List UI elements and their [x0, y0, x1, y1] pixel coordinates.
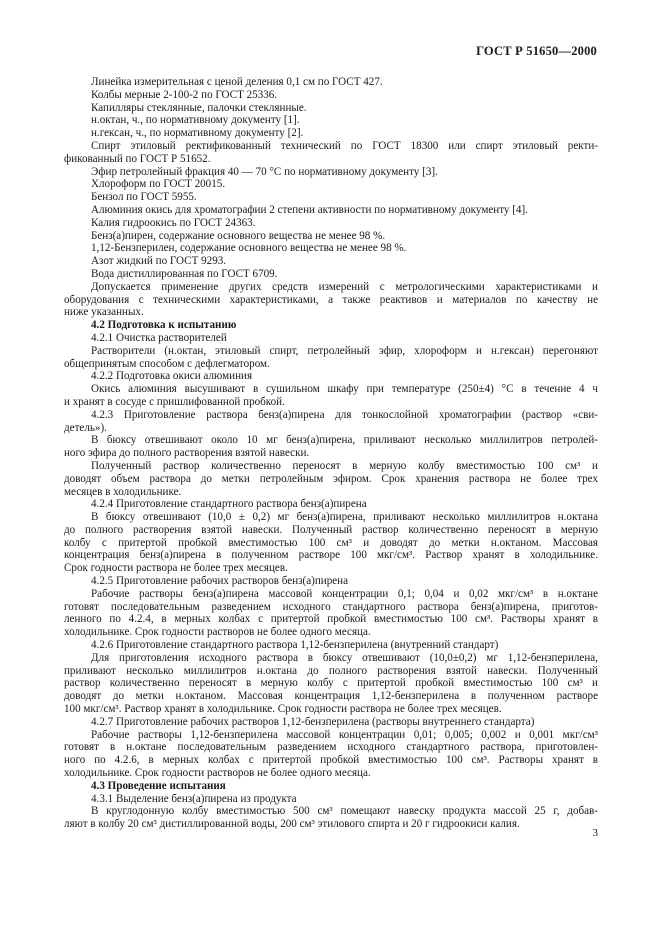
- text-line: оборудования с техническими характеристиками, а также реактивов и материалов по качеству не: [64, 293, 598, 306]
- page-number: 3: [592, 827, 598, 839]
- text-line: 4.2.1 Очистка растворителей: [91, 331, 227, 344]
- text-line: н.октан, ч., по нормативному документу [1].: [91, 114, 300, 127]
- text-line: детель»).: [64, 421, 107, 434]
- text-line: холодильнике. Срок годности растворов не более одного месяца.: [64, 626, 371, 639]
- text-line: Растворители (н.октан, этиловый спирт, петролейный эфир, хлороформ и н.гексан) перегоняют: [91, 344, 598, 357]
- text-line: ниже указанных.: [64, 306, 144, 319]
- text-line: 4.2.7 Приготовление рабочих растворов 1,12-бензперилена (растворы внутреннего стандарта): [91, 715, 535, 728]
- text-line: 4.2.2 Подготовка окиси алюминия: [91, 370, 253, 383]
- text-line: Полученный раствор количественно переносят в мерную колбу вместимостью 100 см³ и: [91, 459, 598, 472]
- text-line: 1,12-Бензперилен, содержание основного вещества не менее 98 %.: [91, 242, 407, 255]
- text-line: ного эфира до полного растворения взятой навески.: [64, 447, 310, 460]
- text-line: 4.2 Подготовка к испытанию: [91, 319, 237, 332]
- text-line: Линейка измерительная с ценой деления 0,1 см по ГОСТ 427.: [91, 76, 383, 88]
- text-line: ного по 4.2.6, в мерных колбах с притертой пробкой вместимостью 100 см³. Растворы хранят в: [64, 754, 598, 767]
- text-line: готовят последовательным разведением исходного стандартного раствора бенз(а)пирена, приготов-: [64, 600, 598, 613]
- text-line: готовят в н.октане последовательным разведением исходного стандартного раствора, приготовлен-: [64, 741, 598, 754]
- text-line: ленного по 4.2.4, в мерных колбах с притертой пробкой вместимостью 100 см³. Растворы хранят в: [64, 613, 598, 626]
- text-line: и хранят в сосуде с пришлифованной пробкой.: [64, 395, 285, 408]
- text-line: раствор количественно переносят в мерную колбу с притертой пробкой вместимостью 100 см³ и: [64, 677, 598, 690]
- document-body: [64, 76, 598, 831]
- text-line: колбу с притертой пробкой вместимостью 100 см³ и доводят до метки н.октаном. Массовая: [64, 536, 598, 549]
- text-line: 4.3.1 Выделение бенз(а)пирена из продукта: [91, 792, 297, 805]
- text-line: холодильнике. Срок годности растворов не более одного месяца.: [64, 767, 371, 780]
- text-line: Хлороформ по ГОСТ 20015.: [91, 178, 226, 191]
- text-line: н.гексан, ч., по нормативному документу [2].: [91, 127, 304, 140]
- text-line: до полного растворения взятой навески. Полученный раствор количественно переносят в мерную: [64, 523, 598, 536]
- text-line: Алюминия окись для хроматографии 2 степени активности по нормативному документу [4].: [91, 203, 528, 216]
- text-line: фикованный по ГОСТ Р 51652.: [64, 152, 211, 165]
- text-line: Эфир петролейный фракция 40 — 70 °С по нормативному документу [3].: [91, 165, 438, 178]
- text-line: Калия гидроокись по ГОСТ 24363.: [91, 216, 256, 229]
- text-line: общепринятым способом с дефлегматором.: [64, 357, 270, 370]
- text-line: доводят объем раствора до метки петролейным эфиром. Срок хранения раствора не более трех: [64, 472, 598, 485]
- text-line: ляют в колбу 20 см³ дистиллированной воды, 200 см³ этилового спирта и 20 г гидроокиси калия.: [64, 818, 520, 831]
- text-line: В бюксу отвешивают (10,0 ± 0,2) мг бенз(а)пирена, приливают несколько миллилитров н.октана: [91, 511, 598, 524]
- text-line: Для приготовления исходного раствора в бюксу отвешивают (10,0±0,2) мг 1,12-бензперилена,: [91, 651, 598, 664]
- text-line: Капилляры стеклянные, палочки стеклянные.: [91, 101, 307, 114]
- text-line: Окись алюминия высушивают в сушильном шкафу при температуре (250±4) °С в течение 4 ч: [91, 383, 598, 396]
- text-line: концентрация бенз(а)пирена в полученном растворе 100 мкг/см³. Раствор хранят в холодильнике.: [64, 549, 598, 562]
- text-line: Спирт этиловый ректификованный технический по ГОСТ 18300 или спирт этиловый ректи-: [91, 139, 598, 152]
- page-header: ГОСТ Р 51650—2000: [476, 44, 597, 58]
- text-line: 100 мкг/см³. Раствор хранят в холодильнике. Срок годности раствора не более трех месяцев.: [64, 703, 502, 716]
- text-line: доводят до метки н.октаном. Массовая концентрация 1,12-бензперилена в полученном растворе: [64, 690, 598, 703]
- text-line: Рабочие растворы 1,12-бензперилена массовой концентрации 0,01; 0,005; 0,002 и 0,001 мкг/см³: [91, 728, 598, 741]
- text-line: приливают несколько миллилитров н.октана до полного растворения взятой навески. Полученный: [64, 664, 598, 677]
- text-line: Рабочие растворы бенз(а)пирена массовой концентрации 0,1; 0,04 и 0,02 мкг/см³ в н.октане: [91, 587, 598, 600]
- text-line: 4.3 Проведение испытания: [91, 779, 226, 792]
- text-line: 4.2.3 Приготовление раствора бенз(а)пирена для тонкослойной хроматографии (раствор «сви-: [91, 408, 598, 421]
- text-line: 4.2.5 Приготовление рабочих растворов бенз(а)пирена: [91, 575, 349, 588]
- text-line: Бензол по ГОСТ 5955.: [91, 191, 197, 204]
- text-line: 4.2.4 Приготовление стандартного раствора бенз(а)пирена: [91, 498, 367, 511]
- text-line: Колбы мерные 2-100-2 по ГОСТ 25336.: [91, 88, 278, 101]
- text-line: Допускается применение других средств измерений с метрологическими характеристиками и: [91, 280, 598, 293]
- text-line: Срок годности раствора не более трех месяцев.: [64, 562, 288, 575]
- text-line: месяцев в холодильнике.: [64, 485, 182, 498]
- text-line: Бенз(а)пирен, содержание основного вещества не менее 98 %.: [91, 229, 386, 242]
- text-line: Азот жидкий по ГОСТ 9293.: [91, 255, 227, 268]
- text-line: 4.2.6 Приготовление стандартного раствора 1,12-бензперилена (внутренний стандарт): [91, 639, 499, 652]
- text-line: В бюксу отвешивают около 10 мг бенз(а)пирена, приливают несколько миллилитров петролей-: [91, 434, 598, 447]
- text-line: Вода дистиллированная по ГОСТ 6709.: [91, 267, 278, 280]
- text-line: В круглодонную колбу вместимостью 500 см³ помещают навеску продукта массой 25 г, добав-: [91, 805, 598, 818]
